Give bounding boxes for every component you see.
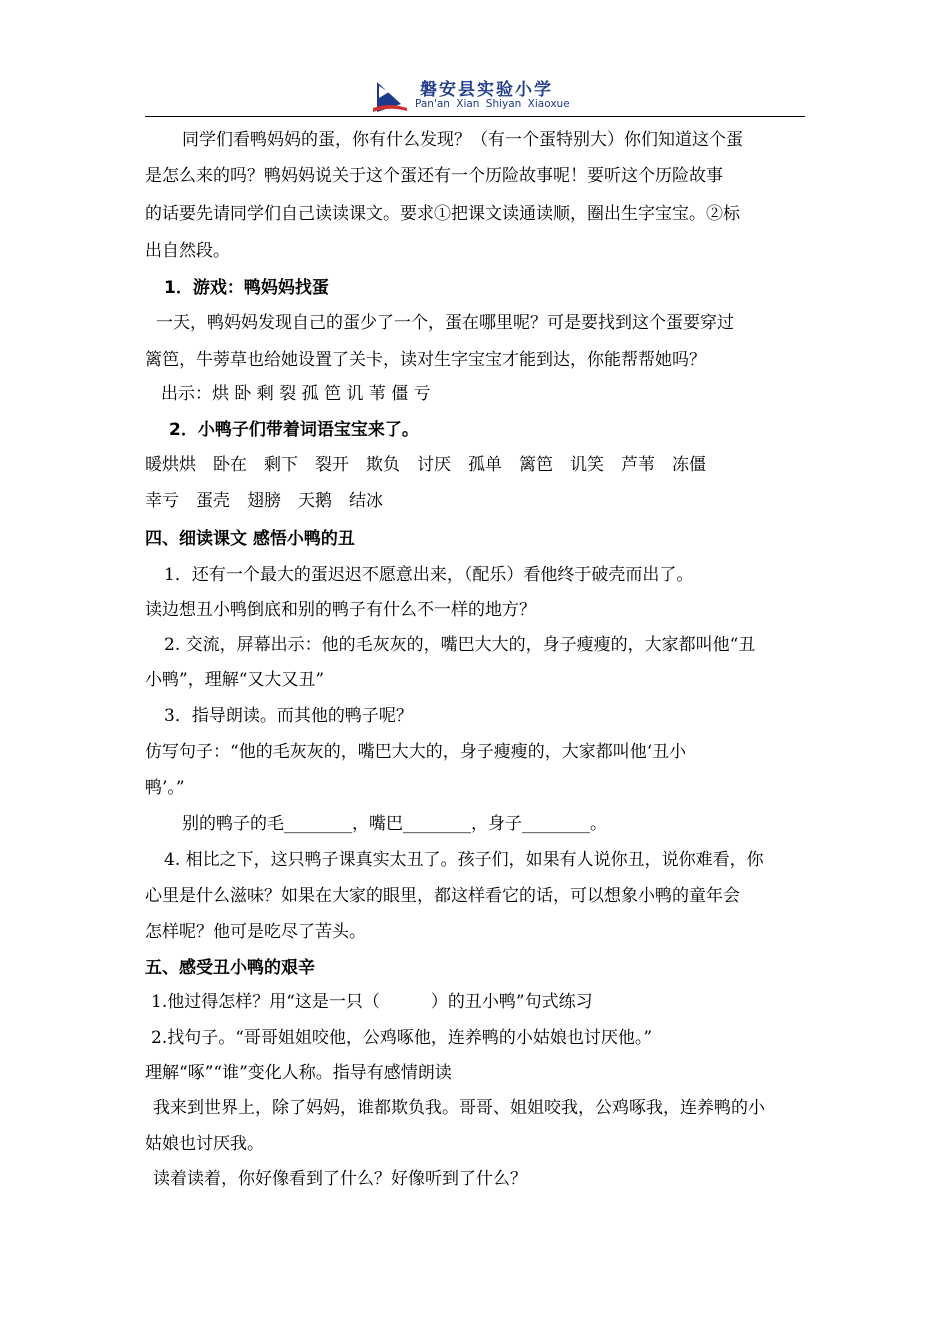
paragraph-line: 出自然段。 [145, 241, 230, 261]
paragraph-line: 4. 相比之下，这只鸭子课真实太丑了。孩子们，如果有人说你丑，说你难看，你 [164, 850, 764, 870]
section-heading-four: 四、细读课文 感悟小鸭的丑 [145, 529, 355, 549]
paragraph-line: 2. 交流，屏幕出示：他的毛灰灰的，嘴巴大大的，身子瘦瘦的，大家都叫他“丑 [164, 635, 756, 655]
paragraph-line: 一天，鸭妈妈发现自己的蛋少了一个，蛋在哪里呢？可是要找到这个蛋要穿过 [156, 313, 734, 333]
paragraph-line: 2.找句子。“哥哥姐姐咬他，公鸡啄他，连养鸭的小姑娘也讨厌他。” [151, 1028, 653, 1048]
school-name: 磐安县实验小学 [420, 80, 553, 100]
paragraph-line: 理解“啄”“谁”变化人称。指导有感情朗读 [145, 1063, 452, 1083]
paragraph-line: 读边想丑小鸭倒底和别的鸭子有什么不一样的地方？ [145, 600, 536, 620]
subheading-game: 1．游戏：鸭妈妈找蛋 [164, 278, 329, 298]
paragraph-line: 鸭’。” [145, 778, 185, 798]
paragraph-line: 1．还有一个最大的蛋迟迟不愿意出来，（配乐）看他终于破壳而出了。 [164, 565, 694, 585]
paragraph-line: 怎样呢？他可是吃尽了苦头。 [145, 922, 366, 942]
paragraph-line: 我来到世界上，除了妈妈，谁都欺负我。哥哥、姐姐咬我，公鸡啄我，连养鸭的小 [153, 1098, 765, 1118]
paragraph-line: 篱笆，牛蒡草也给她设置了关卡，读对生字宝宝才能到达，你能帮帮她吗？ [145, 350, 706, 370]
subheading-words: 2．小鸭子们带着词语宝宝来了。 [169, 420, 419, 440]
section-heading-five: 五、感受丑小鸭的艰辛 [145, 958, 315, 978]
page-header [145, 70, 805, 120]
paragraph-line: 3．指导朗读。而其他的鸭子呢？ [164, 706, 413, 726]
header-divider [145, 116, 805, 117]
paragraph-line: 姑娘也讨厌我。 [145, 1134, 264, 1154]
paragraph-line: 小鸭”，理解“又大又丑” [145, 670, 325, 690]
school-logo-icon [371, 78, 409, 116]
paragraph-line: 读着读着，你好像看到了什么？好像听到了什么？ [153, 1169, 527, 1189]
paragraph-line: 同学们看鸭妈妈的蛋，你有什么发现？（有一个蛋特别大）你们知道这个蛋 [182, 130, 743, 150]
paragraph-line: 心里是什么滋味？如果在大家的眼里，都这样看它的话，可以想象小鸭的童年会 [145, 886, 740, 906]
word-list: 幸亏 蛋壳 翅膀 天鹅 结冰 [145, 491, 383, 511]
fill-in-sentence: 别的鸭子的毛________，嘴巴________，身子________。 [182, 814, 607, 834]
paragraph-line: 仿写句子：“他的毛灰灰的，嘴巴大大的，身子瘦瘦的，大家都叫他‘丑小 [145, 742, 687, 762]
paragraph-line: 的话要先请同学们自己读读课文。要求①把课文读通读顺，圈出生字宝宝。②标 [145, 204, 740, 224]
school-pinyin: Pan'an Xian Shiyan Xiaoxue [415, 98, 570, 110]
paragraph-line: 1.他过得怎样？用“这是一只（ ）的丑小鸭”句式练习 [151, 992, 593, 1012]
paragraph-line: 是怎么来的吗？鸭妈妈说关于这个蛋还有一个历险故事呢！要听这个历险故事 [145, 166, 723, 186]
character-list: 出示：烘 卧 剩 裂 孤 笆 讥 苇 僵 亏 [161, 384, 431, 404]
word-list: 暖烘烘 卧在 剩下 裂开 欺负 讨厌 孤单 篱笆 讥笑 芦苇 冻僵 [145, 455, 706, 475]
